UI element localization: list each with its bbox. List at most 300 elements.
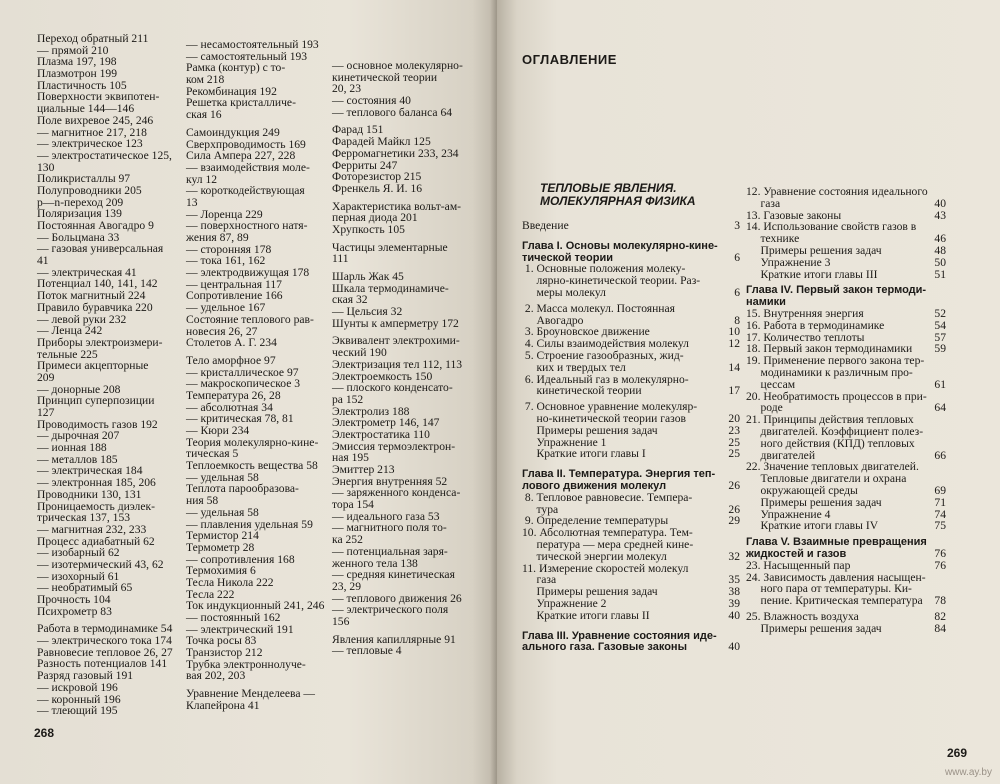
index-entry: Теплота парообразова- [186, 482, 299, 496]
index-entry: Решетка кристалличе- [186, 96, 296, 110]
index-entry: — Ленца 242 [37, 324, 103, 338]
index-entry: — электронная 185, 206 [37, 476, 156, 490]
index-entry: 20, 23 [332, 82, 361, 96]
index-entry: — искровой 196 [37, 680, 118, 694]
index-entry: Тесла Никола 222 [186, 575, 274, 589]
page-number-left: 268 [34, 726, 55, 740]
toc-entry-page: 75 [934, 519, 946, 533]
index-entry: Теплоемкость вещества 58 [186, 459, 318, 473]
index-entry: — электродвижущая 178 [186, 266, 310, 280]
toc-entry-title: 21. Принципы действия тепловых [746, 413, 914, 427]
toc-entry-title: 24. Зависимость давления насыщен- [746, 570, 926, 584]
index-entry: Процесс адиабатный 62 [37, 534, 155, 548]
toc-entry-title: 14. Использование свойств газов в [746, 220, 917, 234]
toc-entry-page: 35 [728, 573, 740, 587]
index-entry: ная 195 [332, 451, 369, 465]
index-entry: — изотермический 43, 62 [37, 557, 164, 571]
toc-entry-title: Глава II. Температура. Энергия теп- [522, 468, 716, 481]
index-entry: Работа в термодинамике 54 [37, 622, 173, 636]
index-entry: Шкала термодинамиче- [332, 281, 449, 295]
toc-entry-page: 17 [728, 384, 740, 398]
toc-entry-title: 8. Тепловое равновесие. Темпера- [522, 490, 693, 504]
toc-entry-title: тической теории [522, 251, 613, 264]
index-entry: — потенциальная заря- [332, 544, 448, 558]
index-entry: — Лоренца 229 [186, 207, 263, 221]
part-title-line-2: МОЛЕКУЛЯРНАЯ ФИЗИКА [540, 194, 696, 208]
index-entry: — электрическая 41 [37, 265, 137, 279]
index-entry: 156 [332, 614, 350, 628]
index-entry: — левой руки 232 [37, 312, 127, 326]
toc-entry-title: 2. Масса молекул. Постоянная [522, 301, 675, 315]
toc-entry-title: 19. Применение первого закона тер- [746, 354, 925, 368]
index-entry: Плазмотрон 199 [37, 67, 117, 81]
toc-entry-page: 6 [734, 250, 740, 264]
index-entry: Ферриты 247 [332, 158, 398, 172]
index-entry: Прочность 104 [37, 593, 111, 606]
index-entry: — прямой 210 [37, 43, 109, 57]
toc-entry-page: 46 [934, 232, 946, 246]
toc-entry-page: 69 [934, 483, 946, 497]
index-entry: — дырочная 207 [37, 429, 120, 443]
index-entry: — плавления удельная 59 [186, 517, 313, 531]
index-entry: Электризация тел 112, 113 [332, 357, 463, 371]
toc-entry-page: 40 [728, 640, 740, 654]
index-entry: — средняя кинетическая [332, 568, 455, 582]
toc-entry-title: 22. Значение тепловых двигателей. [746, 460, 919, 474]
index-entry: — ионная 188 [37, 441, 107, 455]
index-entry: Транзистор 212 [186, 646, 263, 660]
toc-entry-title: Краткие итоги главы III [746, 267, 878, 281]
toc-entry-title: Краткие итоги главы I [522, 447, 646, 461]
toc-entry-page: 71 [934, 495, 946, 509]
toc-entry-title: Упражнение 4 [746, 507, 831, 521]
index-entry: — сторонняя 178 [186, 242, 272, 256]
index-entry: ка 252 [332, 533, 363, 547]
toc-entry-title: 23. Насыщенный пар [746, 558, 851, 572]
toc-entry-page: 52 [934, 306, 946, 320]
index-column-3 [332, 60, 463, 657]
index-entry: — тепловые 4 [332, 644, 402, 658]
index-entry: — электрического тока 174 [37, 634, 172, 648]
index-entry: Состояние теплового рав- [186, 312, 314, 326]
toc-entry-page: 82 [934, 609, 946, 623]
toc-entry-page: 10 [728, 325, 740, 339]
toc-entry-title: Глава III. Уравнение состояния иде- [522, 629, 717, 642]
index-entry: Тесла 222 [186, 587, 235, 601]
index-entry: Сопротивление 166 [186, 289, 283, 303]
toc-entry-page: 39 [728, 596, 740, 610]
toc-entry-title: Введение [522, 219, 569, 232]
index-entry: Термометр 28 [186, 540, 255, 554]
index-entry: Эмиттер 213 [332, 463, 395, 476]
index-entry: ская 16 [186, 108, 222, 122]
toc-entry-page: 66 [934, 448, 946, 462]
index-entry: — состояния 40 [332, 94, 411, 108]
index-entry: перная диода 201 [332, 211, 418, 225]
toc-entry-page: 78 [934, 594, 946, 608]
index-entry: — магнитная 232, 233 [37, 522, 147, 536]
toc-entry-page: 51 [934, 267, 946, 281]
toc-entry-page: 29 [728, 514, 740, 528]
toc-entry-title: 5. Строение газообразных, жид- [522, 348, 684, 362]
toc-entry-title: 25. Влажность воздуха [746, 609, 859, 623]
toc-entry-title: 9. Определение температуры [522, 514, 669, 528]
index-entry: Психрометр 83 [37, 604, 112, 618]
index-entry: ская 32 [332, 293, 368, 307]
toc-entry-title: Упражнение 3 [746, 255, 831, 269]
toc-entry-title: ких и твердых тел [522, 360, 626, 374]
index-entry: ра 152 [332, 392, 364, 406]
index-entry: Потенциал 140, 141, 142 [37, 277, 158, 291]
index-entry: — тока 161, 162 [186, 254, 266, 268]
index-entry: Трубка электроннолуче- [186, 657, 306, 671]
toc-entry-title: 1. Основные положения молеку- [522, 262, 686, 276]
toc-entry-title: 7. Основное уравнение молекуляр- [522, 400, 698, 414]
index-entry: Фоторезистор 215 [332, 170, 422, 184]
index-entry: Термохимия 6 [186, 564, 256, 578]
index-entry: Энергия внутренняя 52 [332, 474, 448, 488]
toc-heading: ОГЛАВЛЕНИЕ [522, 52, 617, 67]
toc-entry-title: 17. Количество теплоты [746, 330, 865, 344]
index-entry: Электрометр 146, 147 [332, 416, 440, 430]
index-entry: — несамостоятельный 193 [186, 38, 319, 51]
index-entry: циальные 144—146 [37, 102, 135, 116]
toc-entry-page: 50 [934, 255, 946, 269]
index-entry: тическая 5 [186, 447, 239, 461]
index-column-1 [37, 33, 173, 717]
toc-entry-title: Примеры решения задач [746, 243, 882, 257]
index-entry: 127 [37, 406, 55, 419]
toc-chapter-heading [746, 536, 946, 548]
index-entry: — донорные 208 [37, 382, 121, 396]
index-entry: Температура 26, 28 [186, 388, 281, 402]
toc-entry-title: роде [746, 401, 783, 415]
toc-entry-title: Примеры решения задач [746, 495, 882, 509]
index-entry: 41 [37, 254, 49, 268]
toc-entry-title: 12. Уравнение состояния идеального [746, 185, 928, 198]
toc-entry-page: 84 [934, 621, 946, 635]
index-entry: Теория молекулярно-кине- [186, 435, 319, 449]
index-entry: — кристаллическое 97 [186, 365, 299, 379]
part-title-line-1: ТЕПЛОВЫЕ ЯВЛЕНИЯ. [540, 181, 677, 195]
toc-entry-title: Краткие итоги главы II [522, 608, 650, 622]
toc-entry-page: 38 [728, 585, 740, 599]
index-entry: — поверхностного натя- [186, 219, 308, 233]
toc-entry-page: 40 [934, 196, 946, 210]
index-entry: — взаимодействия моле- [186, 160, 310, 174]
toc-entry-page: 57 [934, 330, 946, 344]
index-entry: Постоянная Авогадро 9 [37, 219, 154, 232]
toc-entry-title: меры молекул [522, 285, 606, 299]
toc-entry-page: 12 [728, 337, 740, 351]
index-entry: — Кюри 234 [186, 424, 250, 437]
index-entry: Точка росы 83 [186, 634, 257, 648]
index-entry: Проводники 130, 131 [37, 487, 142, 501]
toc-entry-page: 26 [728, 478, 740, 492]
index-entry: Электроемкость 150 [332, 369, 433, 383]
index-entry: Хрупкость 105 [332, 222, 405, 236]
index-entry: — коронный 196 [37, 692, 121, 706]
index-entry: Рекомбинация 192 [186, 84, 277, 98]
index-entry: ческий 190 [332, 346, 387, 360]
index-entry: Поток магнитный 224 [37, 289, 146, 303]
index-entry: — электрическая 184 [37, 464, 143, 478]
index-entry: Принцип суперпозиции [37, 394, 155, 408]
index-entry: р—n-переход 209 [37, 195, 124, 209]
toc-chapter-heading [522, 641, 740, 653]
toc-entry-title: Тепловые двигатели и охрана [746, 472, 907, 486]
index-entry: 23, 29 [332, 579, 361, 593]
index-entry: Равновесие тепловое 26, 27 [37, 645, 173, 659]
toc-entry-title: жидкостей и газов [746, 547, 847, 560]
toc-entry-title: Упражнение 2 [522, 596, 607, 610]
index-entry: — макроскопическое 3 [186, 377, 301, 391]
index-entry: Тело аморфное 97 [186, 353, 276, 367]
index-entry: — Цельсия 32 [332, 305, 403, 319]
index-column-2 [186, 39, 324, 712]
index-entry: Эквивалент электрохими- [332, 334, 460, 348]
toc-entry-title: 6. Идеальный газ в молекулярно- [522, 372, 689, 386]
toc-entry-title: двигателей [746, 448, 816, 462]
index-entry: — критическая 78, 81 [186, 412, 294, 426]
toc-entry-page: 76 [934, 546, 946, 560]
toc-entry-title: Краткие итоги главы IV [746, 519, 879, 533]
toc-entry-title: лярно-кинетической теории. Раз- [522, 274, 701, 288]
index-entry: Фарад 151 [332, 123, 384, 137]
index-entry: — удельное 167 [186, 301, 266, 315]
toc-entry [522, 220, 740, 232]
index-entry: — центральная 117 [186, 277, 282, 291]
toc-entry [522, 610, 740, 622]
index-entry: Пластичность 105 [37, 78, 127, 92]
toc-entry-page: 64 [934, 401, 946, 415]
toc-entry-page: 43 [934, 208, 946, 222]
index-entry: тельные 225 [37, 347, 98, 361]
toc-entry-title: Примеры решения задач [522, 423, 658, 437]
toc-gap [522, 232, 740, 240]
toc-entry-page: 20 [728, 411, 740, 425]
index-entry: Шунты к амперметру 172 [332, 316, 459, 330]
index-entry: Сила Ампера 227, 228 [186, 149, 296, 163]
toc-entry-title: 3. Броуновское движение [522, 325, 650, 339]
toc-entry-title: Глава I. Основы молекулярно-кине- [522, 239, 718, 252]
toc-entry-page: 61 [934, 377, 946, 391]
watermark: www.ay.by [944, 767, 992, 778]
index-entry: Шарль Жак 45 [332, 270, 404, 283]
index-entry: Правило буравчика 220 [37, 300, 153, 314]
index-entry: Столетов А. Г. 234 [186, 336, 277, 350]
index-entry: Примеси акцепторные [37, 359, 149, 373]
toc-entry-title: пература — мера средней кине- [522, 537, 694, 551]
toc-entry-title: 11. Измерение скоростей молекул [522, 561, 689, 575]
index-entry: — электростатическое 125, [37, 148, 172, 162]
toc-entry-title: но-кинетической теории газов [522, 411, 686, 425]
toc-entry-title: технике [746, 232, 800, 246]
toc-entry-title: лового движения молекул [522, 479, 667, 492]
toc-entry [746, 623, 946, 635]
toc-entry-title: Глава IV. Первый закон термоди- [746, 284, 927, 297]
index-entry: — сопротивления 168 [186, 552, 295, 566]
index-entry: — идеального газа 53 [332, 509, 440, 523]
index-entry: 13 [186, 195, 198, 209]
toc-entry-page: 8 [734, 313, 740, 327]
toc-entry [522, 448, 740, 460]
index-entry: Ферромагнетики 233, 234 [332, 146, 459, 160]
toc-gap [522, 622, 740, 630]
index-entry: Электролиз 188 [332, 404, 410, 418]
toc-entry-title: Примеры решения задач [522, 585, 658, 599]
index-entry: Электростатика 110 [332, 427, 430, 441]
toc-entry-title: Глава V. Взаимные превращения [746, 536, 927, 549]
index-entry: Переход обратный 211 [37, 32, 149, 45]
index-entry: Френкель Я. И. 16 [332, 181, 423, 195]
toc-column-right [746, 186, 946, 634]
index-entry: — плоского конденсато- [332, 381, 453, 395]
toc-entry-title: 4. Силы взаимодействия молекул [522, 337, 689, 351]
index-entry: 209 [37, 370, 55, 384]
index-entry: ния 58 [186, 494, 219, 508]
index-entry: Самоиндукция 249 [186, 125, 280, 139]
toc-column-left [522, 220, 740, 653]
toc-entry [746, 595, 946, 607]
index-entry: — тлеющий 195 [37, 704, 118, 718]
toc-entry-page: 26 [728, 502, 740, 516]
index-entry: — удельная 58 [186, 470, 259, 484]
index-entry: Поляризация 139 [37, 207, 122, 221]
toc-entry [522, 385, 740, 397]
index-entry: — основное молекулярно- [332, 59, 463, 72]
left-page [0, 0, 497, 784]
toc-entry-title: 13. Газовые законы [746, 208, 842, 222]
toc-chapter-heading [522, 240, 740, 252]
toc-entry-title: цессам [746, 377, 796, 391]
index-entry: — электрический 191 [186, 622, 294, 636]
toc-entry [746, 520, 946, 532]
index-entry: Эмиссия термоэлектрон- [332, 439, 456, 453]
index-entry: Сверхпроводимость 169 [186, 137, 306, 151]
toc-entry-title: газа [522, 573, 557, 587]
toc-entry-title: ного пара от температуры. Ки- [746, 582, 912, 596]
index-entry: Рамка (контур) с то- [186, 61, 286, 75]
index-entry: 111 [332, 252, 349, 266]
index-entry: — Больцмана 33 [37, 230, 120, 244]
index-entry: Ток индукционный 241, 246 [186, 599, 325, 613]
page-number-right: 269 [947, 746, 968, 760]
toc-entry [522, 287, 740, 299]
index-entry: женного тела 138 [332, 556, 418, 570]
toc-entry-title: двигателей. Коэффициент полез- [746, 424, 924, 438]
toc-entry-page: 25 [728, 435, 740, 449]
toc-entry-title: тура [522, 502, 559, 516]
index-entry: Характеристика вольт-ам- [332, 199, 462, 213]
index-entry: Фарадей Майкл 125 [332, 135, 431, 149]
index-entry: Разность потенциалов 141 [37, 657, 168, 671]
toc-entry-title: 18. Первый закон термодинамики [746, 342, 913, 356]
index-entry: Явления капиллярные 91 [332, 632, 456, 646]
toc-entry-title: ального газа. Газовые законы [522, 641, 687, 654]
index-entry: Поверхности эквипотен- [37, 90, 160, 104]
index-entry: — электрическое 123 [37, 137, 143, 151]
index-entry: Проницаемость диэлек- [37, 499, 155, 513]
index-entry: Плазма 197, 198 [37, 55, 117, 69]
toc-entry-page: 59 [934, 342, 946, 356]
toc-entry-title: Авогадро [522, 313, 584, 327]
toc-entry-title: тической энергии молекул [522, 549, 667, 563]
index-entry: Полупроводники 205 [37, 183, 142, 197]
toc-entry-title: окружающей среды [746, 483, 858, 497]
toc-entry-title: 10. Абсолютная температура. Тем- [522, 526, 693, 540]
index-entry: Поликристаллы 97 [37, 172, 131, 186]
index-entry: — металлов 185 [37, 452, 118, 466]
toc-entry-title: Упражнение 1 [522, 435, 607, 449]
index-entry: Уравнение Менделеева — [186, 687, 315, 701]
index-entry: ком 218 [186, 73, 225, 87]
toc-entry-page: 14 [728, 360, 740, 374]
toc-entry-page: 74 [934, 507, 946, 521]
index-entry: — магнитного поля то- [332, 521, 447, 535]
index-entry: Приборы электроизмери- [37, 335, 163, 349]
toc-entry-title: 16. Работа в термодинамике [746, 318, 885, 332]
index-entry: — постоянный 162 [186, 611, 281, 624]
index-entry: — заряженного конденса- [332, 486, 461, 500]
index-entry: новесия 26, 27 [186, 324, 258, 338]
toc-gap [522, 460, 740, 468]
index-entry: Клапейрона 41 [186, 698, 260, 712]
index-entry: 130 [37, 160, 55, 174]
toc-entry-page: 32 [728, 549, 740, 563]
toc-entry-title: 20. Необратимость процессов в при- [746, 389, 927, 403]
index-entry: — теплового движения 26 [332, 591, 462, 605]
index-entry: Проводимость газов 192 [37, 417, 158, 431]
index-entry: — короткодействующая [186, 184, 305, 198]
toc-entry-page: 6 [734, 285, 740, 299]
toc-entry-title: 15. Внутренняя энергия [746, 306, 864, 320]
toc-entry-page: 3 [734, 219, 740, 232]
index-entry: Разряд газовый 191 [37, 669, 134, 683]
index-entry: кинетической теории [332, 70, 438, 84]
index-entry: трическая 137, 153 [37, 511, 131, 525]
toc-entry-title: газа [746, 196, 781, 210]
index-entry: — газовая универсальная [37, 242, 164, 256]
index-entry: — самостоятельный 193 [186, 49, 308, 63]
toc-entry-page: 76 [934, 558, 946, 572]
toc-entry-title: пение. Критическая температура [746, 594, 923, 608]
index-entry: — электрического поля [332, 603, 449, 617]
toc-entry-page: 23 [728, 423, 740, 437]
toc-entry-title: намики [746, 296, 786, 309]
index-entry: — теплового баланса 64 [332, 105, 453, 119]
toc-entry-title: кинетической теории [522, 384, 642, 398]
toc-entry-title: Примеры решения задач [746, 621, 882, 635]
toc-entry-page: 40 [728, 608, 740, 622]
index-entry: Частицы элементарные [332, 240, 448, 254]
index-entry: — абсолютная 34 [186, 400, 273, 414]
index-entry: тора 154 [332, 498, 374, 512]
part-title [540, 182, 696, 208]
index-entry: — изохорный 61 [37, 569, 120, 583]
toc-chapter-heading [522, 468, 740, 480]
toc-chapter-heading [522, 630, 740, 642]
index-entry: — необратимый 65 [37, 581, 133, 595]
index-entry: Термистор 214 [186, 529, 259, 543]
index-entry: кул 12 [186, 172, 218, 186]
toc-entry-page: 48 [934, 243, 946, 257]
index-entry: вая 202, 203 [186, 669, 246, 683]
toc-entry-title: модинамики к различным про- [746, 365, 913, 379]
index-entry: жения 87, 89 [186, 231, 249, 244]
index-entry: — удельная 58 [186, 505, 259, 519]
toc-entry [746, 269, 946, 281]
